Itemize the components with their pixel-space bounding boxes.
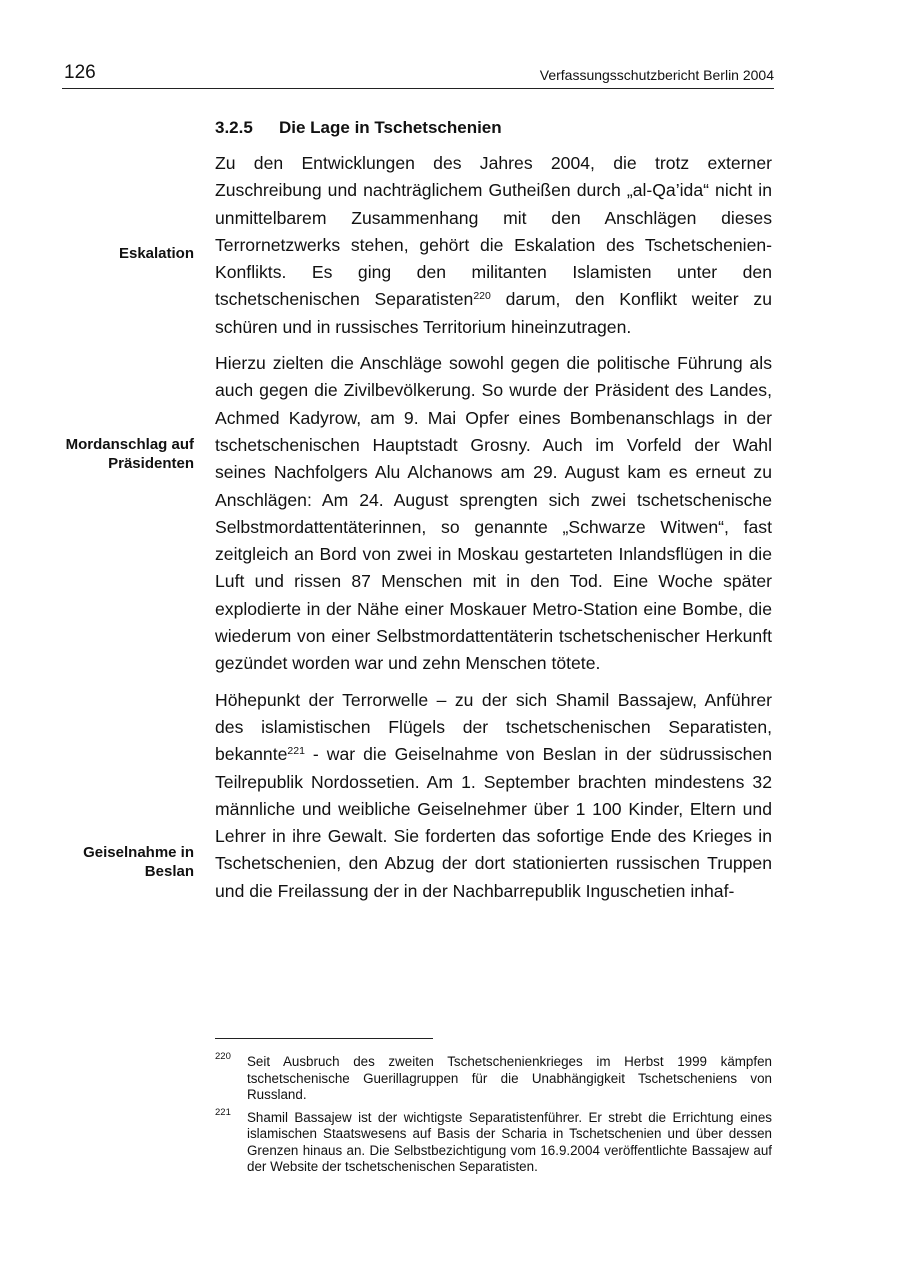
paragraph-text: darum, den Konflikt weiter zu schüren und in russisches Territorium hineinzutragen. (215, 289, 773, 337)
margin-note-line: Geiselnahme in (83, 844, 194, 861)
footnote-220 (215, 1051, 772, 1104)
footnote-divider (215, 1038, 433, 1039)
footnote-reference-221: 221 (287, 745, 305, 758)
margin-note-line: Beslan (144, 863, 194, 880)
footnotes (215, 1051, 772, 1182)
margin-note-geiselnahme (0, 843, 194, 881)
body-text (215, 150, 772, 914)
paragraph-text: Zu den Entwicklungen des Jahres 2004, die trotz externer Zuschreibung und nachträglichem Gutheißen durch „al-Qa’ida“ nicht in unmittelbarem Zusammenhang mit den Anschlägen dieses Terrornetzwerks stehen, gehört die Eskalation des Tschetschenien-Konflikts. Es ging den militanten Islamisten unter den tschetschenischen Separatisten (215, 153, 772, 310)
margin-note-text: Eskalation (118, 245, 194, 262)
footnote-text: Shamil Bassajew ist der wichtigste Separatistenführer. Er strebt die Errichtung eines islamischen Staatswesens auf Basis der Scharia in Tschetschenien und über dessen Grenzen hinaus an. Die Selbstbezichtigung vom 16.9.2004 veröffentlichte Bassajew auf der Website der tschetschenischen Separatisten. (247, 1109, 772, 1174)
margin-note-mordanschlag (0, 435, 194, 473)
footnote-reference-220: 220 (473, 290, 491, 303)
margin-note-line: Mordanschlag auf (65, 436, 194, 453)
paragraph-text: - war die Geiselnahme von Beslan in der südrussischen Teilrepublik Nordossetien. Am 1. September brachten mindestens 32 männliche und weibliche Geiselnehmer über 1 100 Kinder, Eltern und Lehrer in ihre Gewalt. Sie forderten das sofortige Ende des Krieges in Tschetschenien, den Abzug der dort stationierten russischen Truppen und die Freilassung der in der Nachbarrepublik Inguschetien inhaf- (215, 744, 772, 901)
footnote-mark: 221 (215, 1106, 231, 1118)
footnote-text: Seit Ausbruch des zweiten Tschetschenienkrieges im Herbst 1999 kämpfen tschetschenische Guerillagruppen für die Unabhängigkeit Tschetscheniens von Russland. (247, 1054, 772, 1102)
page-header (62, 60, 774, 89)
section-number: 3.2.5 (215, 118, 253, 137)
section-heading (215, 118, 502, 138)
paragraph-anschlaege: Hierzu zielten die Anschläge sowohl gegen die politische Führung als auch gegen die Zivilbevölkerung. So wurde der Präsident des Landes, Achmed Kadyrow, am 9. Mai Opfer eines Bombenanschlags in der tschetschenischen Hauptstadt Grosny. Auch im Vorfeld der Wahl seines Nachfolgers Alu Alchanows am 29. August kam es erneut zu Anschlägen: Am 24. August sprengten sich zwei tschetschenische Selbstmordattentäterinnen, so genannte „Schwarze Witwen“, fast zeitgleich an Bord von zwei in Moskau gestarteten Inlandsflügen in die Luft und rissen 87 Menschen mit in den Tod. Eine Woche später explodierte in der Nähe einer Moskauer Metro-Station eine Bombe, die wiederum von einer Selbstmordattentäterin tschetschenischer Herkunft gezündet worden war und zehn Menschen tötete. (215, 353, 772, 674)
footnote-mark: 220 (215, 1051, 231, 1062)
paragraph-beslan (215, 687, 772, 905)
margin-note-eskalation (0, 244, 194, 263)
page-number: 126 (64, 62, 96, 83)
running-title: Verfassungsschutzbericht Berlin 2004 (539, 67, 774, 83)
paragraph-eskalation (215, 150, 772, 341)
footnote-221 (215, 1106, 772, 1176)
section-title: Die Lage in Tschetschenien (279, 118, 502, 137)
margin-note-line: Präsidenten (108, 455, 194, 472)
paragraph-text: Höhepunkt der Terrorwelle – zu der sich Shamil Bassajew, Anführer des islamistischen Flügels der tschetschenischen Separatisten, bekannte (215, 689, 772, 765)
